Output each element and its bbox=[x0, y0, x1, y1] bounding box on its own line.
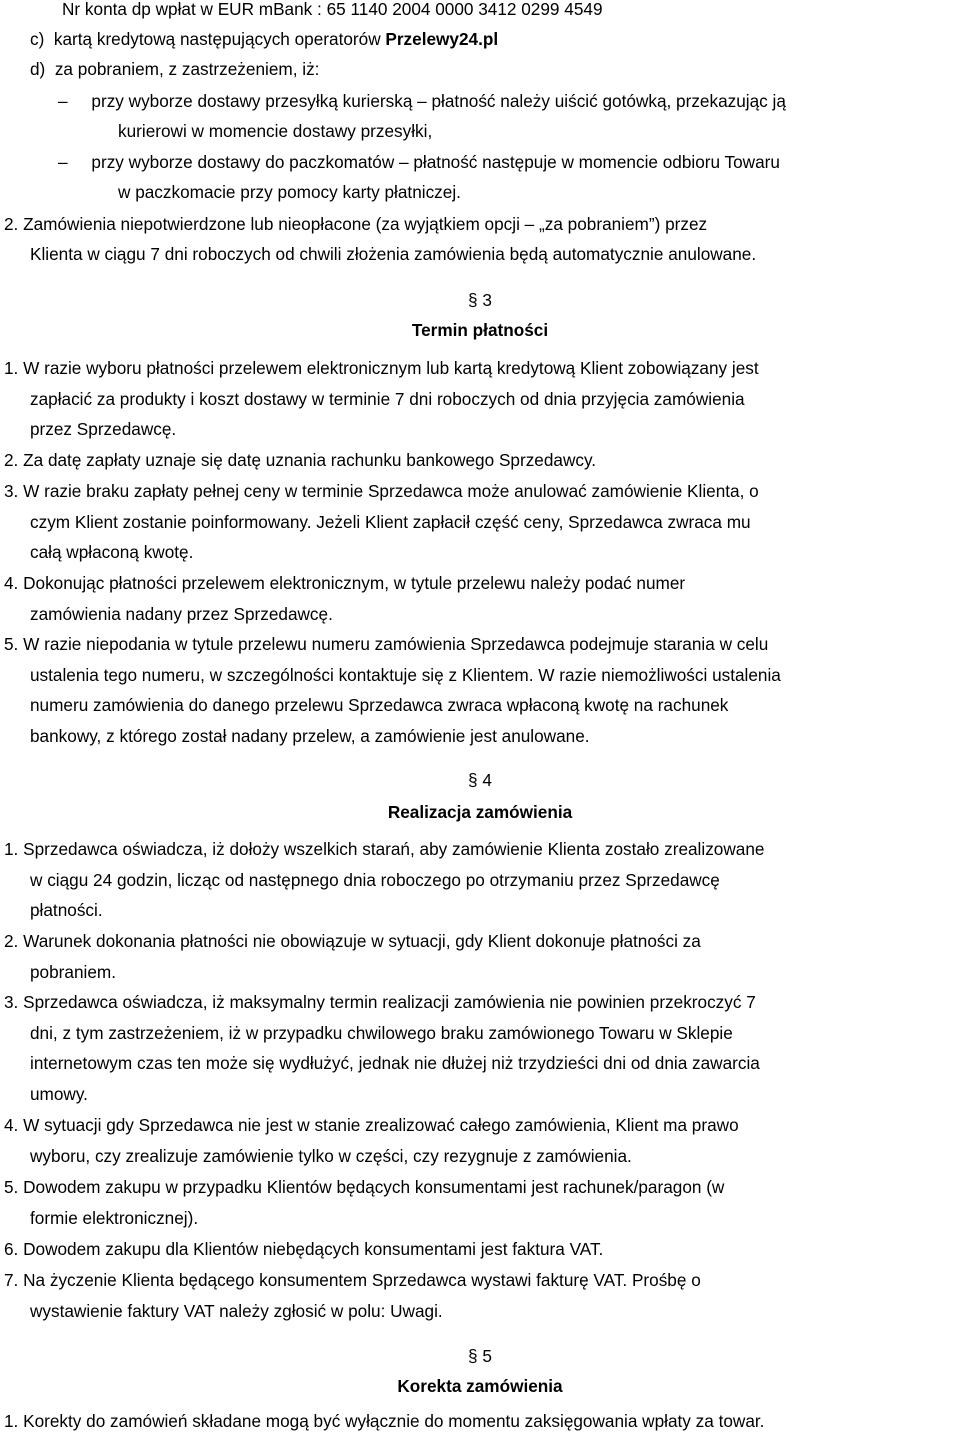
s4-p4-line-2: wyboru, czy zrealizuje zamówienie tylko w części, czy rezygnuje z zamówienia. bbox=[30, 1145, 632, 1166]
payment-option-d: d) za pobraniem, z zastrzeżeniem, iż: bbox=[30, 59, 320, 79]
account-number-line: Nr konta dp wpłat w EUR mBank : 65 1140 2004 0000 3412 0299 4549 bbox=[62, 0, 603, 19]
s4-p2-line-1: 2. Warunek dokonania płatności nie obowiązuje w sytuacji, gdy Klient dokonuje płatności za bbox=[4, 931, 701, 951]
s4-p5-line-1: 5. Dowodem zakupu w przypadku Klientów będących konsumentami jest rachunek/paragon (w bbox=[4, 1177, 725, 1197]
s3-p4-line-2: zamówienia nadany przez Sprzedawcę. bbox=[30, 603, 333, 624]
s4-p7-line-1: 7. Na życzenie Klienta będącego konsumentem Sprzedawca wystawi fakturę VAT. Prośbę o bbox=[4, 1270, 701, 1290]
payment-option-c-text: c) kartą kredytową następujących operatorów bbox=[30, 29, 386, 49]
section-5-number: § 5 bbox=[468, 1346, 492, 1366]
s3-p3-line-1: 3. W razie braku zapłaty pełnej ceny w terminie Sprzedawca może anulować zamówienie Klienta, o bbox=[4, 481, 759, 501]
parcel-locker-condition-line2: w paczkomacie przy pomocy karty płatniczej. bbox=[118, 182, 461, 202]
unconfirmed-orders-line2: Klienta w ciągu 7 dni roboczych od chwili złożenia zamówienia będą automatycznie anulowane. bbox=[30, 244, 757, 264]
courier-condition-line1: – przy wyborze dostawy przesyłką kurierską – płatność należy uiścić gotówką, przekazując ją bbox=[58, 91, 786, 111]
s3-p5-line-2: ustalenia tego numeru, w szczególności kontaktuje się z Klientem. W razie niemożliwości ustalenia bbox=[30, 664, 781, 685]
s4-p6-line-1: 6. Dowodem zakupu dla Klientów niebędących konsumentami jest faktura VAT. bbox=[4, 1239, 604, 1259]
s3-p3-line-2: czym Klient zostanie poinformowany. Jeżeli Klient zapłacił część ceny, Sprzedawca zwraca mu bbox=[30, 511, 751, 532]
s4-p1-line-3: płatności. bbox=[30, 900, 103, 920]
courier-condition-line2: kurierowi w momencie dostawy przesyłki, bbox=[118, 121, 433, 141]
s3-p5-line-3: numeru zamówienia do danego przelewu Sprzedawca zwraca wpłaconą kwotę na rachunek bbox=[30, 695, 729, 715]
s3-p1-line-2: zapłacić za produkty i koszt dostawy w terminie 7 dni roboczych od dnia przyjęcia zamówienia bbox=[30, 388, 745, 409]
s4-p7-line-2: wystawienie faktury VAT należy zgłosić w polu: Uwagi. bbox=[30, 1300, 443, 1321]
s4-p5-line-2: formie elektronicznej). bbox=[30, 1207, 199, 1228]
s4-p1-line-1: 1. Sprzedawca oświadcza, iż dołoży wszelkich starań, aby zamówienie Klienta zostało zrealizowane bbox=[4, 839, 765, 859]
parcel-locker-condition-line1: – przy wyborze dostawy do paczkomatów – płatność następuje w momencie odbioru Towaru bbox=[58, 152, 780, 172]
s5-p1-line-1: 1. Korekty do zamówień składane mogą być wyłącznie do momentu zaksięgowania wpłaty za towar. bbox=[4, 1411, 765, 1431]
s4-p3-line-3: internetowym czas ten może się wydłużyć, jednak nie dłużej niż trzydzieści dni od dnia zawarcia bbox=[30, 1053, 760, 1073]
section-5-title: Korekta zamówienia bbox=[397, 1376, 563, 1396]
payment-option-c-operator: Przelewy24.pl bbox=[385, 29, 499, 49]
s3-p3-line-3: całą wpłaconą kwotę. bbox=[30, 542, 194, 562]
section-4-number: § 4 bbox=[468, 770, 492, 790]
unconfirmed-orders-line1: 2. Zamówienia niepotwierdzone lub nieopłacone (za wyjątkiem opcji – „za pobraniem”) przez bbox=[4, 214, 708, 234]
section-3-number: § 3 bbox=[468, 290, 492, 310]
s3-p5-line-4: bankowy, z którego został nadany przelew, a zamówienie jest anulowane. bbox=[30, 725, 590, 746]
s4-p2-line-2: pobraniem. bbox=[30, 961, 116, 982]
s3-p4-line-1: 4. Dokonując płatności przelewem elektronicznym, w tytule przelewu należy podać numer bbox=[4, 573, 686, 593]
s4-p3-line-2: dni, z tym zastrzeżeniem, iż w przypadku chwilowego braku zamówionego Towaru w Sklepie bbox=[30, 1022, 733, 1043]
s4-p3-line-4: umowy. bbox=[30, 1083, 88, 1104]
s4-p4-line-1: 4. W sytuacji gdy Sprzedawca nie jest w stanie zrealizować całego zamówienia, Klient ma prawo bbox=[4, 1115, 739, 1135]
s3-p1-line-3: przez Sprzedawcę. bbox=[30, 419, 177, 439]
s4-p3-line-1: 3. Sprzedawca oświadcza, iż maksymalny termin realizacji zamówienia nie powinien przekroczyć 7 bbox=[4, 992, 756, 1012]
section-3-title: Termin płatności bbox=[411, 320, 549, 340]
s3-p5-line-1: 5. W razie niepodania w tytule przelewu numeru zamówienia Sprzedawca podejmuje starania w celu bbox=[4, 634, 769, 654]
s4-p1-line-2: w ciągu 24 godzin, licząc od następnego dnia roboczego po otrzymaniu przez Sprzedawcę bbox=[30, 869, 720, 890]
payment-option-c bbox=[30, 27, 498, 51]
s3-p1-line-1: 1. W razie wyboru płatności przelewem elektronicznym lub kartą kredytową Klient zobowiązany jest bbox=[4, 358, 759, 378]
s3-p2-line-1: 2. Za datę zapłaty uznaje się datę uznania rachunku bankowego Sprzedawcy. bbox=[4, 450, 597, 470]
section-4-title: Realizacja zamówienia bbox=[387, 802, 573, 822]
